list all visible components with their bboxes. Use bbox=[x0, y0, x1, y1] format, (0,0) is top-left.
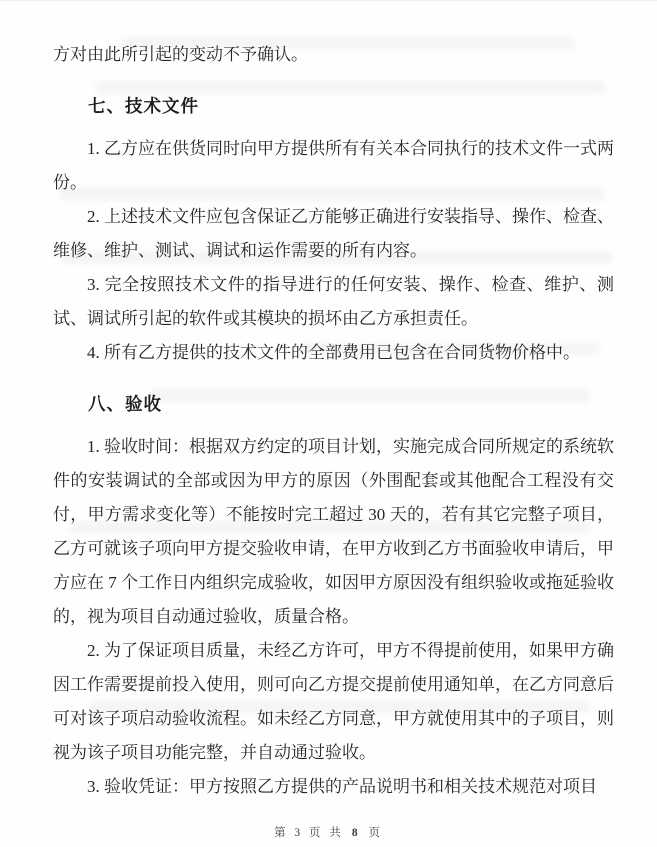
clause-8-1: 1. 验收时间：根据双方约定的项目计划，实施完成合同所规定的系统软件的安装调试的全部或因为甲方的原因（外围配套或其他配合工程没有交付，甲方需求变化等）不能按时完工超过 30 天的，若有其它完整子项目，乙方可就该子项向甲方提交验收申请，在甲方收到乙方书面验收申请后，甲方应在 7 个工作日内组织完成验收，如因甲方原因没有组织验收或拖延验收的，视为项目自动通过验收，质量合格。 bbox=[53, 437, 614, 626]
paragraph-continuation: 方对由此所引起的变动不予确认。 bbox=[53, 45, 308, 64]
page-footer bbox=[0, 824, 657, 840]
clause-7-1: 1. 乙方应在供货同时向甲方提供所有有关本合同执行的技术文件一式两份。 bbox=[53, 139, 614, 192]
total-pages: 8 bbox=[351, 827, 361, 839]
page-number-label: 第 3 页 共 bbox=[274, 827, 344, 839]
clause-7-2: 2. 上述技术文件应包含保证乙方能够正确进行安装指导、操作、检查、维修、维护、测试、调试和运作需要的所有内容。 bbox=[53, 207, 614, 260]
section-heading-7-technical-documents: 七、技术文件 bbox=[88, 96, 199, 116]
clause-8-2: 2. 为了保证项目质量，未经乙方许可，甲方不得提前使用，如果甲方确因工作需要提前投入使用，则可向乙方提交提前使用通知单，在乙方同意后可对该子项启动验收流程。如未经乙方同意，甲方就使用其中的子项目，则视为该子项目功能完整，并自动通过验收。 bbox=[53, 641, 614, 762]
page-number-suffix: 页 bbox=[368, 827, 383, 839]
section-heading-8-acceptance: 八、验收 bbox=[88, 394, 162, 414]
clause-7-4: 4. 所有乙方提供的技术文件的全部费用已包含在合同货物价格中。 bbox=[87, 343, 580, 362]
clause-7-3: 3. 完全按照技术文件的指导进行的任何安装、操作、检查、维护、测试、调试所引起的软件或其模块的损坏由乙方承担责任。 bbox=[53, 275, 614, 328]
clause-8-3-truncated: 3. 验收凭证：甲方按照乙方提供的产品说明书和相关技术规范对项目 bbox=[87, 777, 597, 796]
page-body bbox=[53, 38, 614, 804]
